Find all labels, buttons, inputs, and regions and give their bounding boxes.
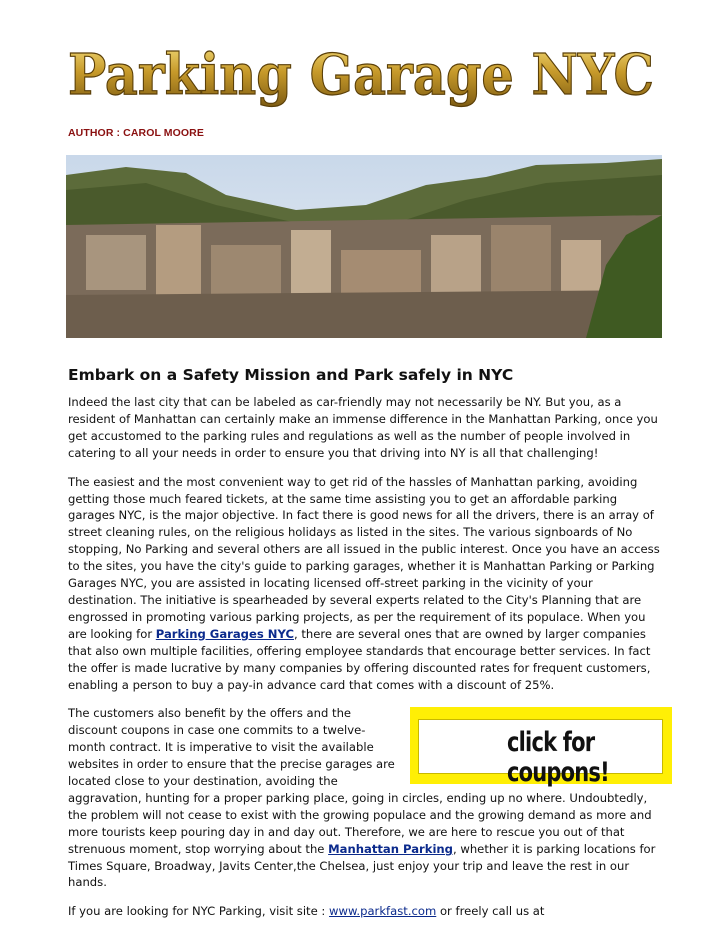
paragraph-intro-text: Indeed the last city that can be labeled as car-friendly may not necessarily be NY. But you, as a resident of Manhattan can certainly make an immense difference in the Manhattan Parking, once you get accustomed to the parking rules and regulations as well as the number of people involved in catering to all your needs in order to ensure you that driving into NY is all that challenging! (68, 395, 658, 460)
coupon-banner-button[interactable] (410, 707, 672, 788)
article-body (68, 366, 664, 932)
paragraph-text: , whether it is parking locations for Times Square, Broadway, Javits Center,the Chelsea, just enjoy your trip and leave the rest in our hands. (68, 841, 656, 890)
site-logo (64, 42, 658, 120)
paragraph-text: The customers also benefit by the offers and the discount coupons in case one commits to a twelve-month contract. It is imperative to visit the available websites in order to ensure that the precise garages are located close to your destination, avoiding the aggravation, hunting for a proper parking place, going in circles, ending up no where. Undoubtedly, the problem will not cease to exist with the growing populace and the growing demand as more and more tourists keep pouring day in and day out. Therefore, we are here to rescue you out of that strenuous moment, stop worrying about the (68, 706, 652, 856)
paragraph-text: The easiest and the most convenient way to get rid of the hassles of Manhattan parking, avoiding getting those much feared tickets, at the same time assisting you to get an affordable parking garages NYC, is the major objective. In fact there is good news for all the drivers, there is an array of street cleaning rules, on the religious holidays as listed in the sites. The various signboards of No stopping, No Parking and several others are all issued in the public interest. Once you have an access to the sites, you have the city's guide to parking garages, whether it is Manhattan Parking or Parking Garages NYC, you are assisted in locating licensed off-street parking in the vicinity of your destination. The initiative is spearheaded by several experts related to the City's Planning that are engrossed in promoting various parking projects, as per the requirement of its populace. When you are looking for (68, 474, 660, 641)
paragraph-text: If you are looking for NYC Parking, visit site : (68, 904, 330, 919)
logo-text: Parking Garage NYC (68, 42, 654, 108)
city-hillside-photo (66, 155, 662, 338)
paragraph-contact (68, 903, 664, 920)
coupon-cta-label: click for coupons! (507, 727, 609, 788)
article-title: Embark on a Safety Mission and Park safely in NYC (68, 366, 514, 384)
paragraph-intro (68, 394, 664, 462)
paragraph-parking-guide (68, 474, 664, 694)
parkfast-website-link[interactable]: www.parkfast.com (329, 904, 437, 919)
paragraph-text: , there are several ones that are owned by larger companies that also own multiple facilities, offering employee standards that encourage better services. In fact the offer is made lucrative by many companies by offering discounted rates for frequent customers, enabling a person to buy a pay-in advance card that comes with a discount of 25%. (68, 626, 651, 692)
manhattan-parking-link[interactable]: Manhattan Parking (328, 841, 453, 856)
coupon-banner-inner (418, 719, 663, 788)
paragraph-text: or freely call us at (436, 904, 545, 919)
author-byline: AUTHOR : CAROL MOORE (68, 127, 204, 139)
parking-garages-nyc-link[interactable]: Parking Garages NYC (155, 626, 294, 641)
